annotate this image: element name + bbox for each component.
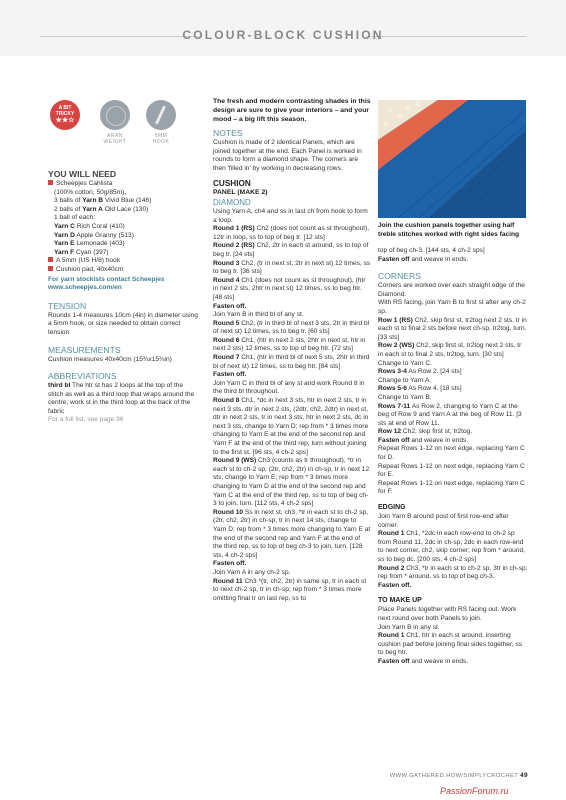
instruction-line bbox=[378, 394, 528, 403]
instruction-text: With RS facing, join Yarn B to first st after any ch-2 sp. bbox=[378, 299, 526, 315]
diamond-heading: DIAMOND bbox=[213, 197, 251, 207]
material-item bbox=[48, 180, 198, 189]
instruction-label: Round 1 bbox=[378, 530, 405, 538]
instruction-line bbox=[378, 428, 528, 437]
material-item bbox=[48, 240, 198, 249]
diamond-instructions bbox=[213, 208, 371, 603]
instruction-text: As Row 4. [18 sts] bbox=[406, 385, 462, 393]
instruction-text: Ch1, (htr in third bl of next 5 sts, 2htr in third bl of next st) 12 times, ss to beg htr. [84 sts] bbox=[213, 354, 370, 370]
instruction-line bbox=[378, 606, 528, 623]
footer bbox=[384, 772, 528, 779]
instruction-label: Row 2 (WS) bbox=[378, 342, 415, 350]
tension-heading: TENSION bbox=[48, 300, 87, 311]
instruction-line bbox=[213, 311, 371, 320]
material-text: Yarn F Cyan (397) bbox=[54, 248, 109, 256]
instruction-label: Fasten off. bbox=[213, 560, 247, 568]
instruction-line bbox=[213, 371, 371, 380]
material-item bbox=[48, 232, 198, 241]
instruction-text: Join Yarn C in third bl of any st and work Round 8 in the third bl throughout. bbox=[213, 379, 365, 396]
material-text: A 5mm (US H/8) hook bbox=[56, 257, 121, 265]
instruction-text: Ch2, (tr in third bl of next 3 sts, 2tr in third bl of next st) 12 times, ss to beg tr. [60 sts] bbox=[213, 319, 370, 336]
stockists-link[interactable]: www.scheepjes.com/en bbox=[48, 284, 122, 292]
notes-text: Cushion is made of 2 identical Panels, which are joined together at the end. Each Panel is worked in rounds to form a diamond shape. The corners are then 'filled in' by working in decreasing rows. bbox=[213, 139, 362, 172]
instruction-text: Ss in next st, ch3, *tr in each st to ch-2 sp, (2tr, ch2, 2tr) in ch-sp, tr in next 14 sts, change to Yarn D; rep from * 3 times more changing to Yarn E at the end of the second rep and Yarn F at the end of the third rep, ss to top of beg ch-3 to join, turn. [128 sts, 4 ch-2 sps] bbox=[213, 508, 371, 559]
cushion-heading: CUSHION bbox=[213, 179, 251, 189]
instruction-text: Ch3 (counts as tr throughout), *tr in each st to ch-2 sp, (2tr, ch2, 2tr) in ch-sp, tr in next 12 sts, change to Yarn E; rep from * 3 times more changing to Yarn D at the end of the second rep and Yarn C at the end of the third rep, ss to top of beg ch-3 to join, turn. [112 sts, 4 ch-2 sps] bbox=[213, 457, 370, 508]
material-item bbox=[48, 197, 198, 206]
measurements-text: Cushion measures 40x40cm (15¾x15¾in) bbox=[48, 355, 172, 363]
instruction-line bbox=[378, 385, 528, 394]
instruction-label: Rows 7-11 bbox=[378, 402, 411, 410]
instruction-text: Repeat Rows 1-12 on next edge, replacing Yarn C for E. bbox=[378, 462, 525, 479]
instruction-text: Repeat Rows 1-12 on next edge, replacing Yarn C for F. bbox=[378, 479, 525, 496]
column-pattern bbox=[213, 97, 371, 603]
instruction-text: Ch2, 2tr in each st around, ss to top of beg tr. [24 sts] bbox=[213, 242, 369, 258]
instruction-label: Round 1 (RS) bbox=[213, 225, 255, 233]
instruction-line bbox=[213, 320, 371, 337]
instruction-line bbox=[213, 397, 371, 457]
abbreviations-heading: ABBREVIATIONS bbox=[48, 371, 117, 382]
page-title: COLOUR-BLOCK CUSHION bbox=[182, 28, 384, 42]
bullet-square-icon bbox=[48, 180, 53, 185]
instruction-text: Ch1 (does not count as st throughout), (htr in next 2 sts, 2htr in next st) 12 times, ss to beg htr. [48 sts] bbox=[213, 276, 366, 301]
instruction-label: Round 3 bbox=[213, 259, 240, 267]
abbreviation-entry bbox=[48, 382, 198, 416]
material-item bbox=[48, 223, 198, 232]
instruction-line bbox=[378, 632, 528, 658]
instruction-label: Round 1 bbox=[378, 632, 405, 640]
instruction-text: Change to Yarn C. bbox=[378, 359, 433, 367]
instruction-line bbox=[378, 282, 528, 299]
bullet-square-icon bbox=[48, 266, 53, 271]
instruction-text: Ch2, skip first st, tr2tog next 2 sts, tr in each st to final 2 sts, tr2tog, turn. [30 sts] bbox=[378, 342, 522, 358]
instruction-text: Join Yarn B around post of first row-end after corner. bbox=[378, 513, 509, 529]
material-item bbox=[48, 214, 198, 223]
instruction-line bbox=[378, 377, 528, 386]
instruction-line bbox=[378, 360, 528, 369]
instruction-line bbox=[378, 342, 528, 359]
instruction-line bbox=[213, 457, 371, 509]
instruction-line bbox=[213, 260, 371, 277]
instruction-line bbox=[378, 403, 528, 429]
material-text: Yarn E Lemonade (403) bbox=[54, 240, 125, 248]
instruction-label: Fasten off. bbox=[378, 581, 412, 589]
instruction-line bbox=[378, 565, 528, 582]
tension-text: Rounds 1-4 measures 10cm (4in) in diameter using a 5mm hook, or size needed to obtain correct tension bbox=[48, 311, 198, 336]
corners-heading: CORNERS bbox=[378, 271, 421, 282]
instruction-line bbox=[378, 582, 528, 591]
instruction-text: Place Panels together with RS facing out. Work next round over both Panels to join. bbox=[378, 606, 517, 622]
hook-line2: HOOK bbox=[152, 139, 170, 145]
photo-caption: Join the cushion panels together using half treble stitches worked with right sides facing bbox=[378, 222, 520, 238]
yarn-weight-label bbox=[95, 133, 135, 145]
instruction-label: Row 12 bbox=[378, 428, 402, 436]
abbreviation-text: The htr st has 2 loops at the top of the stitch as well as a third loop that wraps around the centre; work st in the third loop at the back of the fabric bbox=[48, 382, 195, 415]
hook-line1: 5MM bbox=[154, 133, 168, 139]
panel-heading: PANEL (MAKE 2) bbox=[213, 189, 268, 197]
instruction-line bbox=[213, 242, 371, 259]
instruction-label: Round 7 bbox=[213, 354, 240, 362]
instruction-line bbox=[213, 578, 371, 604]
instruction-text: and weave in ends. bbox=[409, 657, 469, 665]
instruction-text: As Row 2, changing to Yarn C at the beg of Row 9 and Yarn A at the beg of Row 11. [3 sts at end of Row 11. bbox=[378, 402, 522, 427]
instruction-line bbox=[213, 337, 371, 354]
fasten-off-tail: and weave in ends. bbox=[409, 255, 469, 263]
intro-text: The fresh and modern contrasting shades in this design are sure to give your interiors – and your mood – a big lift this season. bbox=[213, 98, 371, 123]
instruction-label: Fasten off. bbox=[213, 371, 247, 379]
material-text: 2 balls of Yarn A Old Lace (130) bbox=[54, 205, 149, 213]
stockists-note: For yarn stockists contact Scheepjes bbox=[48, 275, 165, 283]
badge-line2: TRICKY bbox=[55, 111, 75, 117]
footer-url[interactable]: WWW.GATHERED.HOW/SIMPLYCROCHET bbox=[389, 773, 519, 779]
instruction-text: Ch2, skip first st, tr2tog. bbox=[401, 428, 473, 436]
badge-line1: A BIT bbox=[58, 105, 72, 111]
instruction-line bbox=[213, 569, 371, 578]
instruction-text: Ch3 *(tr, ch2, 2tr) in same sp, tr in each st to next ch-2 sp, tr in ch-sp; rep from * 3 times more omitting final tr on last rep, ss to bbox=[213, 577, 367, 602]
instruction-line bbox=[378, 624, 528, 633]
instruction-line bbox=[378, 445, 528, 462]
material-item bbox=[48, 189, 198, 198]
fasten-off-label: Fasten off bbox=[378, 255, 410, 263]
continued-text: top of beg ch-3. [144 sts, 4 ch-2 sps] bbox=[378, 247, 485, 254]
material-text: Cushion pad, 40x40cm bbox=[56, 265, 124, 273]
instruction-line bbox=[378, 513, 528, 530]
instruction-text: Ch1, htr in each st around, inserting cushion pad before joining final sides together, ss to beg htr. bbox=[378, 632, 523, 657]
corners-instructions bbox=[378, 282, 528, 497]
instruction-text: As Row 2. [24 sts] bbox=[406, 368, 462, 376]
yarn-ball-icon bbox=[100, 100, 130, 130]
instruction-text: Change to Yarn A. bbox=[378, 376, 432, 384]
abbreviations-more: For a full list, see page 96 bbox=[48, 416, 124, 424]
skill-icons bbox=[48, 100, 188, 160]
instruction-line bbox=[378, 299, 528, 316]
instruction-label: Fasten off bbox=[378, 657, 410, 665]
material-item bbox=[48, 249, 198, 258]
instruction-text: Corners are worked over each straight edge of the Diamond. bbox=[378, 282, 525, 298]
instruction-text: Join Yarn B in third bl of any st. bbox=[213, 311, 304, 319]
instruction-text: Join Yarn A in any ch-2 sp. bbox=[213, 568, 291, 576]
instruction-line bbox=[378, 317, 528, 343]
instruction-text: Ch3, *tr in each st to ch-2 sp, 3tr in ch-sp; rep from * around, ss to top of beg ch-3. bbox=[378, 564, 528, 581]
instruction-text: Ch1, (htr in next 2 sts, 2htr in next st, htr in next 2 sts) 12 times, ss to top of beg htr. [72 sts] bbox=[213, 336, 366, 353]
material-item bbox=[48, 266, 198, 275]
instruction-line bbox=[213, 208, 371, 225]
instruction-text: Ch2 (does not count as st throughout), 12tr in loop, ss to top of beg tr. [12 sts] bbox=[213, 225, 370, 241]
page-number: 49 bbox=[520, 772, 528, 779]
instruction-line bbox=[213, 225, 371, 242]
measurements-heading: MEASUREMENTS bbox=[48, 344, 121, 355]
makeup-instructions bbox=[378, 606, 528, 666]
column-finishing bbox=[378, 247, 528, 667]
instruction-line bbox=[213, 509, 371, 561]
instruction-line bbox=[213, 560, 371, 569]
instruction-label: Round 5 bbox=[213, 319, 240, 327]
column-materials bbox=[48, 168, 198, 425]
edging-instructions bbox=[378, 513, 528, 590]
bullet-square-icon bbox=[48, 257, 53, 262]
instruction-label: Round 11 bbox=[213, 577, 243, 585]
weight-line2: WEIGHT bbox=[103, 139, 127, 145]
instruction-label: Round 9 (WS) bbox=[213, 457, 257, 465]
material-item bbox=[48, 206, 198, 215]
you-will-need-heading: YOU WILL NEED bbox=[48, 169, 117, 179]
continued-fasten bbox=[378, 256, 528, 265]
instruction-label: Round 10 bbox=[213, 508, 244, 516]
instruction-text: Repeat Rows 1-12 on next edge, replacing Yarn C for D. bbox=[378, 445, 525, 462]
instruction-text: Ch2, (tr in next st, 2tr in next st) 12 times, ss to beg tr. [36 sts] bbox=[213, 259, 371, 276]
material-text: Yarn D Apple Granny (513) bbox=[54, 231, 134, 239]
makeup-heading: TO MAKE UP bbox=[378, 597, 422, 605]
instruction-line bbox=[213, 354, 371, 371]
instruction-label: Fasten off bbox=[378, 436, 410, 444]
instruction-line bbox=[213, 277, 371, 303]
instruction-text: and weave in ends. bbox=[409, 436, 469, 444]
cushion-photo-illustration bbox=[378, 100, 526, 218]
hook-size-label bbox=[141, 133, 181, 145]
instruction-label: Round 2 (RS) bbox=[213, 242, 255, 250]
instruction-text: Change to Yarn B. bbox=[378, 393, 432, 401]
instruction-text: Ch1, *dc in next 3 sts, htr in next 2 sts, tr in next 3 sts, dtr in next 2 sts, (2dtr, ch2, 2dtr) in next st, dtr in next 2 sts, tr in next 3 sts, htr in next 2 sts, dc in next 3 sts, change to Yarn D; rep from * 3 times more changing to Yarn E at the end of the second rep and Yarn F at the end of the third rep, turn without joining to the first st. [96 sts, 4 ch-2 sps] bbox=[213, 397, 369, 456]
instruction-line bbox=[378, 658, 528, 667]
material-text: (100% cotton, 50g/85m), bbox=[54, 188, 127, 196]
material-text: 1 ball of each: bbox=[54, 214, 96, 222]
instruction-label: Round 4 bbox=[213, 276, 240, 284]
watermark: PassionForum.ru bbox=[440, 786, 509, 796]
badge-stars: ★★☆ bbox=[55, 117, 75, 124]
instruction-label: Fasten off. bbox=[213, 302, 247, 310]
instruction-text: Join Yarn B in any st. bbox=[378, 623, 440, 631]
instruction-label: Row 1 (RS) bbox=[378, 316, 413, 324]
instruction-label: Rows 5-6 bbox=[378, 385, 407, 393]
instruction-label: Rows 3-4 bbox=[378, 368, 407, 376]
instruction-text: Ch1, *2dc in each row-end to ch-2 sp from Round 11, 2dc in ch-sp, 2dc in each row-end to next corner, ch2, skip corner; rep from * around, ss to beg dc. [200 sts, 4 ch-2 sps] bbox=[378, 530, 525, 563]
crochet-hook-icon bbox=[146, 100, 176, 130]
abbreviation-term: third bl bbox=[48, 382, 71, 390]
cushion-photo bbox=[378, 100, 526, 218]
difficulty-badge-icon bbox=[50, 100, 80, 130]
instruction-line bbox=[378, 530, 528, 564]
material-text: Scheepjes Cahlista bbox=[56, 180, 113, 187]
material-text: Yarn C Rich Coral (410) bbox=[54, 222, 125, 230]
instruction-line bbox=[378, 437, 528, 446]
instruction-label: Round 2 bbox=[378, 564, 405, 572]
instruction-line bbox=[378, 368, 528, 377]
instruction-label: Round 6 bbox=[213, 336, 240, 344]
weight-line1: ARAN bbox=[107, 133, 123, 139]
instruction-line bbox=[213, 303, 371, 312]
notes-heading: NOTES bbox=[213, 128, 243, 138]
material-item bbox=[48, 257, 198, 266]
instruction-text: Ch2, skip first st, tr2tog next 2 sts, tr in each st to final 2 sts before next ch-sp, tr2tog, turn. [33 sts] bbox=[378, 316, 527, 341]
instruction-line bbox=[213, 380, 371, 397]
materials-list bbox=[48, 180, 198, 275]
instruction-line bbox=[378, 480, 528, 497]
instruction-line bbox=[378, 463, 528, 480]
instruction-text: Using Yarn A, ch4 and ss in last ch from hook to form a loop. bbox=[213, 207, 368, 224]
edging-heading: EDGING bbox=[378, 504, 406, 512]
instruction-label: Round 8 bbox=[213, 397, 240, 405]
material-text: 3 balls of Yarn B Vivid Blue (146) bbox=[54, 197, 152, 205]
